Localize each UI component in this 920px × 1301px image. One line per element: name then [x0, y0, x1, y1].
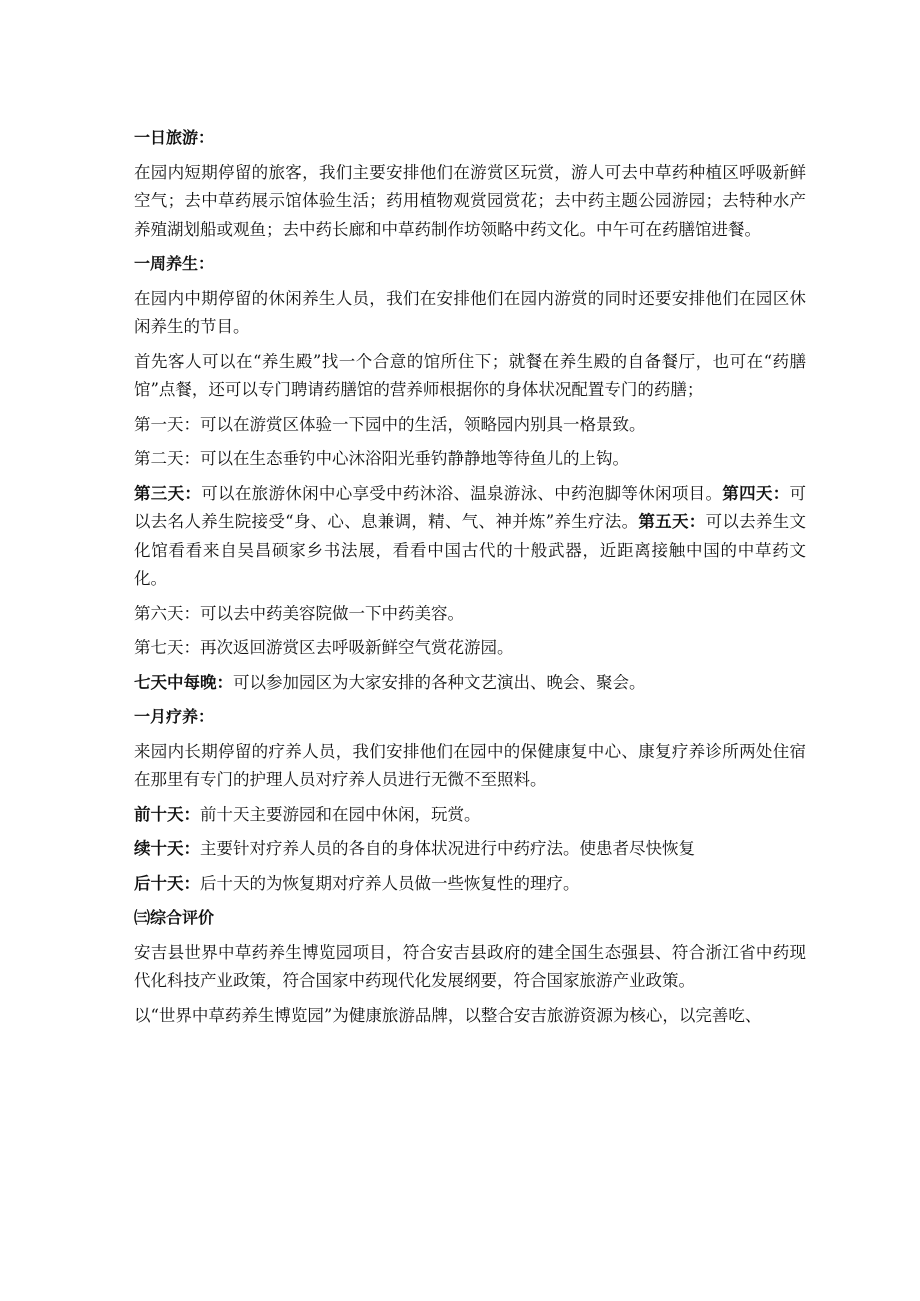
day-five-text: 可以去养生文化馆看看来自吴昌硕家乡书法展，看看中国古代的十般武器，近距离接触中国的中草药文化。 [134, 512, 807, 588]
first-ten-days-text: 前十天主要游园和在园中休闲，玩赏。 [200, 804, 481, 824]
heading-one-month-recuperation: 一月疗养： [134, 707, 215, 726]
first-ten-days-label: 前十天： [134, 804, 200, 824]
day-five-label: 第五天： [638, 512, 706, 531]
evening-line [134, 669, 806, 698]
last-ten-days-line [134, 870, 806, 899]
day-one-line: 第一天：可以在游赏区体验一下园中的生活，领略园内别具一格景致。 [134, 414, 646, 434]
heading-one-day-tour: 一日旅游： [134, 128, 215, 147]
day-six-line: 第六天：可以去中药美容院做一下中药美容。 [134, 603, 464, 623]
day-three-label: 第三天： [134, 483, 202, 503]
second-ten-days-text: 主要针对疗养人员的各自的身体状况进行中药疗法。使患者尽快恢复 [200, 839, 695, 858]
evening-label: 七天中每晚： [134, 672, 233, 692]
day-seven-line: 第七天：再次返回游赏区去呼吸新鲜空气赏花游园。 [134, 638, 514, 657]
evening-text: 可以参加园区为大家安排的各种文艺演出、晚会、聚会。 [233, 672, 646, 692]
day-four-text: 可以去名人养生院接受“身、心、息兼调，精、气、神并炼”养生疗法。 [134, 483, 807, 531]
paragraph-one-week-intro: 在园内中期停留的休闲养生人员，我们在安排他们在园内游赏的同时还要安排他们在园区休闲养生的节目。 [134, 288, 806, 336]
day-two-line: 第二天：可以在生态垂钓中心沐浴阳光垂钓静静地等待鱼儿的上钩。 [134, 449, 629, 468]
paragraph-evaluation-policy: 安吉县世界中草药养生博览园项目，符合安吉县政府的建全国生态强县、符合浙江省中药现代化科技产业政策，符合国家中药现代化发展纲要，符合国家旅游产业政策。 [134, 942, 806, 990]
days-three-to-five-paragraph [134, 480, 806, 594]
paragraph-one-day-tour: 在园内短期停留的旅客，我们主要安排他们在游赏区玩赏，游人可去中草药种植区呼吸新鲜空气；去中草药展示馆体验生活；药用植物观赏园赏花；去中药主题公园游园；去特种水产养殖湖划船或观鱼；去中药长廊和中草药制作坊领略中药文化。中午可在药膳馆进餐。 [134, 162, 806, 239]
paragraph-one-week-lodging: 首先客人可以在“养生殿”找一个合意的馆所住下；就餐在养生殿的自备餐厅，也可在“药膳馆”点餐，还可以专门聘请药膳馆的营养师根据你的身体状况配置专门的药膳； [134, 351, 806, 399]
second-ten-days-label: 续十天： [134, 839, 200, 858]
second-ten-days-line [134, 835, 806, 864]
heading-overall-evaluation: ㈢综合评价 [134, 908, 215, 927]
day-four-label: 第四天： [722, 483, 790, 503]
last-ten-days-text: 后十天的为恢复期对疗养人员做一些恢复性的理疗。 [200, 873, 580, 893]
day-three-text: 可以在旅游休闲中心享受中药沐浴、温泉游泳、中药泡脚等休闲项目。 [201, 483, 723, 503]
paragraph-evaluation-brand: 以“世界中草药养生博览园”为健康旅游品牌，以整合安吉旅游资源为核心，以完善吃、 [134, 1005, 762, 1025]
paragraph-one-month-intro: 来园内长期停留的疗养人员，我们安排他们在园中的保健康复中心、康复疗养诊所两处住宿在那里有专门的护理人员对疗养人员进行无微不至照料。 [134, 741, 806, 789]
first-ten-days-line [134, 801, 806, 830]
last-ten-days-label: 后十天： [134, 873, 200, 893]
heading-one-week-health: 一周养生： [134, 254, 215, 273]
document-page [134, 124, 806, 1036]
